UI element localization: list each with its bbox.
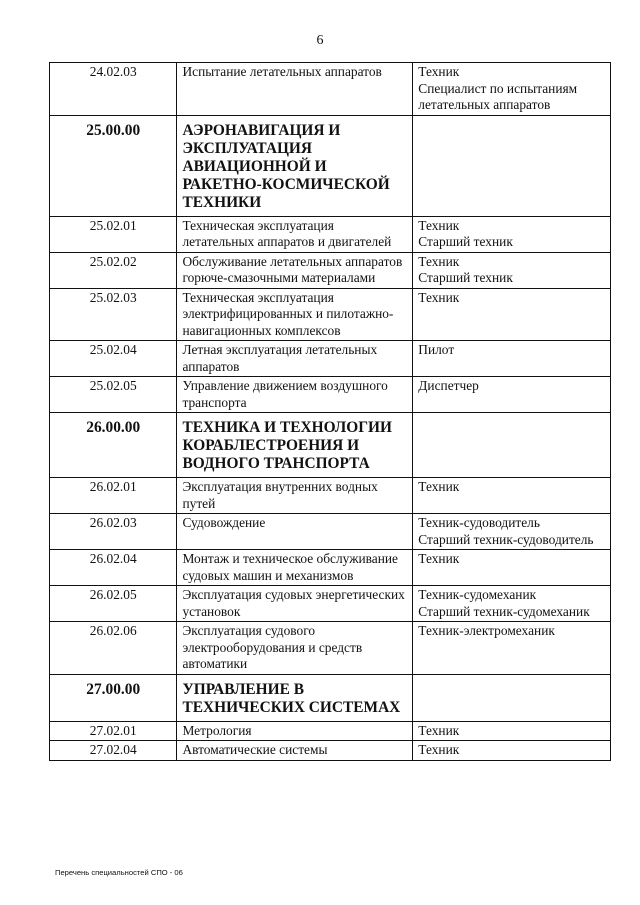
qualification-cell <box>413 478 611 514</box>
specialty-code: 25.02.02 <box>50 252 177 288</box>
specialty-name: ТЕХНИКА И ТЕХНОЛОГИИ КОРАБЛЕСТРОЕНИЯ И ВОДНОГО ТРАНСПОРТА <box>177 413 413 478</box>
qualification: Техник <box>418 551 460 566</box>
qualification-cell <box>413 721 611 741</box>
qualification: Техник <box>418 479 460 494</box>
specialty-name: Эксплуатация судового электрооборудования и средств автоматики <box>177 622 413 675</box>
qualification-cell <box>413 741 611 761</box>
specialty-code: 25.00.00 <box>50 115 177 216</box>
specialty-code: 25.02.01 <box>50 216 177 252</box>
qualification: Техник <box>418 742 460 757</box>
qualification-cell <box>413 288 611 341</box>
qualification-cell <box>413 63 611 116</box>
specialty-code: 25.02.05 <box>50 377 177 413</box>
specialty-row <box>50 622 611 675</box>
specialty-row <box>50 252 611 288</box>
qualification: Старший техник <box>418 234 513 249</box>
qualification-cell <box>413 252 611 288</box>
qualification: Диспетчер <box>418 378 479 393</box>
qualification-cell <box>413 115 611 216</box>
qualification-cell <box>413 377 611 413</box>
qualification: Техник-судоводитель <box>418 515 540 530</box>
specialty-row <box>50 741 611 761</box>
qualification: Техник <box>418 217 460 233</box>
specialty-name: Испытание летательных аппаратов <box>177 63 413 116</box>
qualification-cell <box>413 341 611 377</box>
specialty-row <box>50 377 611 413</box>
qualification: Специалист по испытаниям летательных аппаратов <box>418 80 578 112</box>
page-footer: Перечень специальностей СПО - 06 <box>55 868 183 877</box>
specialties-table-body <box>50 63 611 761</box>
specialty-code: 26.00.00 <box>50 413 177 478</box>
specialty-code: 26.02.05 <box>50 586 177 622</box>
specialty-name: Монтаж и техническое обслуживание судовых машин и механизмов <box>177 550 413 586</box>
specialty-code: 27.00.00 <box>50 674 177 721</box>
qualification: Пилот <box>418 342 455 357</box>
specialty-code: 25.02.04 <box>50 341 177 377</box>
specialty-name: Автоматические системы <box>177 741 413 761</box>
qualification-cell <box>413 216 611 252</box>
qualification: Техник-электромеханик <box>418 623 555 638</box>
specialty-name: Обслуживание летательных аппаратов горюче-смазочными материалами <box>177 252 413 288</box>
qualification-cell <box>413 413 611 478</box>
qualification: Техник <box>418 289 460 305</box>
specialty-code: 26.02.03 <box>50 514 177 550</box>
qualification: Техник-судомеханик <box>418 587 537 602</box>
specialty-name: АЭРОНАВИГАЦИЯ И ЭКСПЛУАТАЦИЯ АВИАЦИОННОЙ И РАКЕТНО-КОСМИЧЕСКОЙ ТЕХНИКИ <box>177 115 413 216</box>
specialty-name: Техническая эксплуатация электрифицированных и пилотажно-навигационных комплексов <box>177 288 413 341</box>
qualification-cell <box>413 674 611 721</box>
qualification: Техник <box>418 253 460 269</box>
qualification: Техник <box>418 64 460 79</box>
specialty-code: 26.02.04 <box>50 550 177 586</box>
specialty-code: 26.02.01 <box>50 478 177 514</box>
specialty-row <box>50 478 611 514</box>
section-row <box>50 413 611 478</box>
specialty-name: Эксплуатация судовых энергетических установок <box>177 586 413 622</box>
qualification: Старший техник-судомеханик <box>418 603 590 619</box>
specialty-row <box>50 514 611 550</box>
qualification: Техник <box>418 722 460 738</box>
specialty-code: 27.02.04 <box>50 741 177 761</box>
specialty-name: Судовождение <box>177 514 413 550</box>
specialty-code: 27.02.01 <box>50 721 177 741</box>
specialty-name: Управление движением воздушного транспорта <box>177 377 413 413</box>
specialty-row <box>50 63 611 116</box>
qualification-cell <box>413 514 611 550</box>
specialty-name: УПРАВЛЕНИЕ В ТЕХНИЧЕСКИХ СИСТЕМАХ <box>177 674 413 721</box>
qualification-cell <box>413 550 611 586</box>
specialty-row <box>50 550 611 586</box>
specialty-code: 24.02.03 <box>50 63 177 116</box>
qualification-cell <box>413 586 611 622</box>
section-row <box>50 674 611 721</box>
specialty-row <box>50 288 611 341</box>
specialty-row <box>50 341 611 377</box>
qualification: Старший техник <box>418 270 513 285</box>
specialty-row <box>50 721 611 741</box>
qualification: Старший техник-судоводитель <box>418 531 594 547</box>
specialty-name: Эксплуатация внутренних водных путей <box>177 478 413 514</box>
section-row <box>50 115 611 216</box>
qualification-cell <box>413 622 611 675</box>
specialty-row <box>50 216 611 252</box>
specialty-code: 26.02.06 <box>50 622 177 675</box>
specialty-name: Летная эксплуатация летательных аппаратов <box>177 341 413 377</box>
page-number: 6 <box>316 33 324 48</box>
specialty-row <box>50 586 611 622</box>
specialty-code: 25.02.03 <box>50 288 177 341</box>
specialty-name: Метрология <box>177 721 413 741</box>
specialties-table <box>49 62 611 761</box>
specialty-name: Техническая эксплуатация летательных аппаратов и двигателей <box>177 216 413 252</box>
